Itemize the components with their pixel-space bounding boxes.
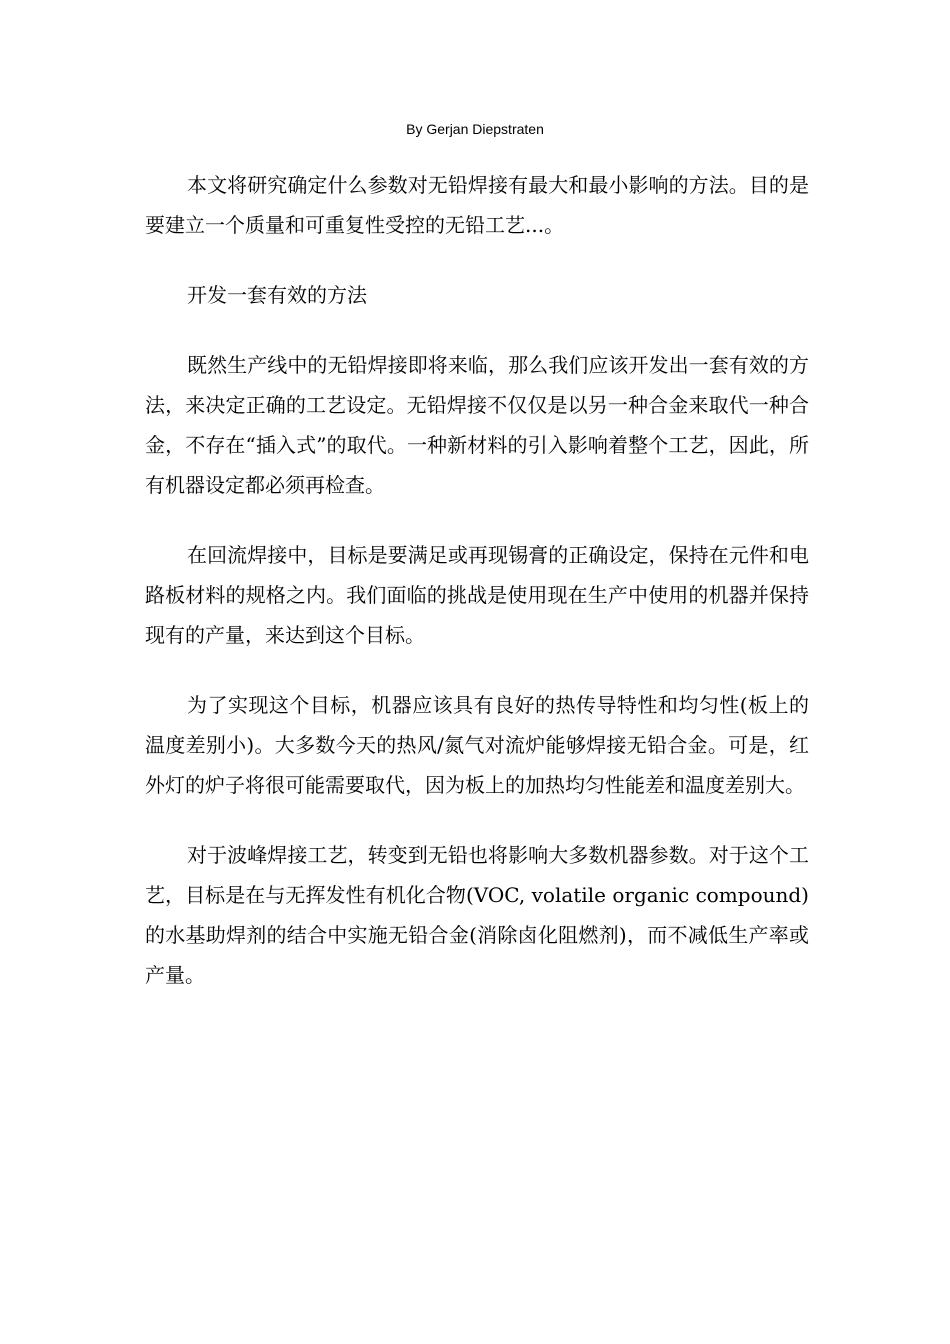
section-heading: 开发一套有效的方法 [187,283,367,307]
article-body [145,165,809,1025]
intro-paragraph: 本文将研究确定什么参数对无铅焊接有最大和最小影响的方法。目的是要建立一个质量和可重复性受控的无铅工艺...。 [145,173,809,237]
paragraph-wave: 对于波峰焊接工艺，转变到无铅也将影响大多数机器参数。对于这个工艺，目标是在与无挥发性有机化合物(VOC, volatile organic compound)的水基助焊剂的结合中实施无铅合金(消除卤化阻燃剂)，而不减低生产率或产量。 [145,843,809,987]
author-byline: By Gerjan Diepstraten [406,121,544,137]
paragraph-method: 既然生产线中的无铅焊接即将来临，那么我们应该开发出一套有效的方法，来决定正确的工艺设定。无铅焊接不仅仅是以另一种合金来取代一种合金，不存在“插入式”的取代。一种新材料的引入影响着整个工艺，因此，所有机器设定都必须再检查。 [145,353,809,497]
paragraph-reflow: 在回流焊接中，目标是要满足或再现锡膏的正确设定，保持在元件和电路板材料的规格之内。我们面临的挑战是使用现在生产中使用的机器并保持现有的产量，来达到这个目标。 [145,543,809,647]
paragraph-oven: 为了实现这个目标，机器应该具有良好的热传导特性和均匀性(板上的温度差别小)。大多数今天的热风/氮气对流炉能够焊接无铅合金。可是，红外灯的炉子将很可能需要取代，因为板上的加热均匀性能差和温度差别大。 [145,693,809,797]
